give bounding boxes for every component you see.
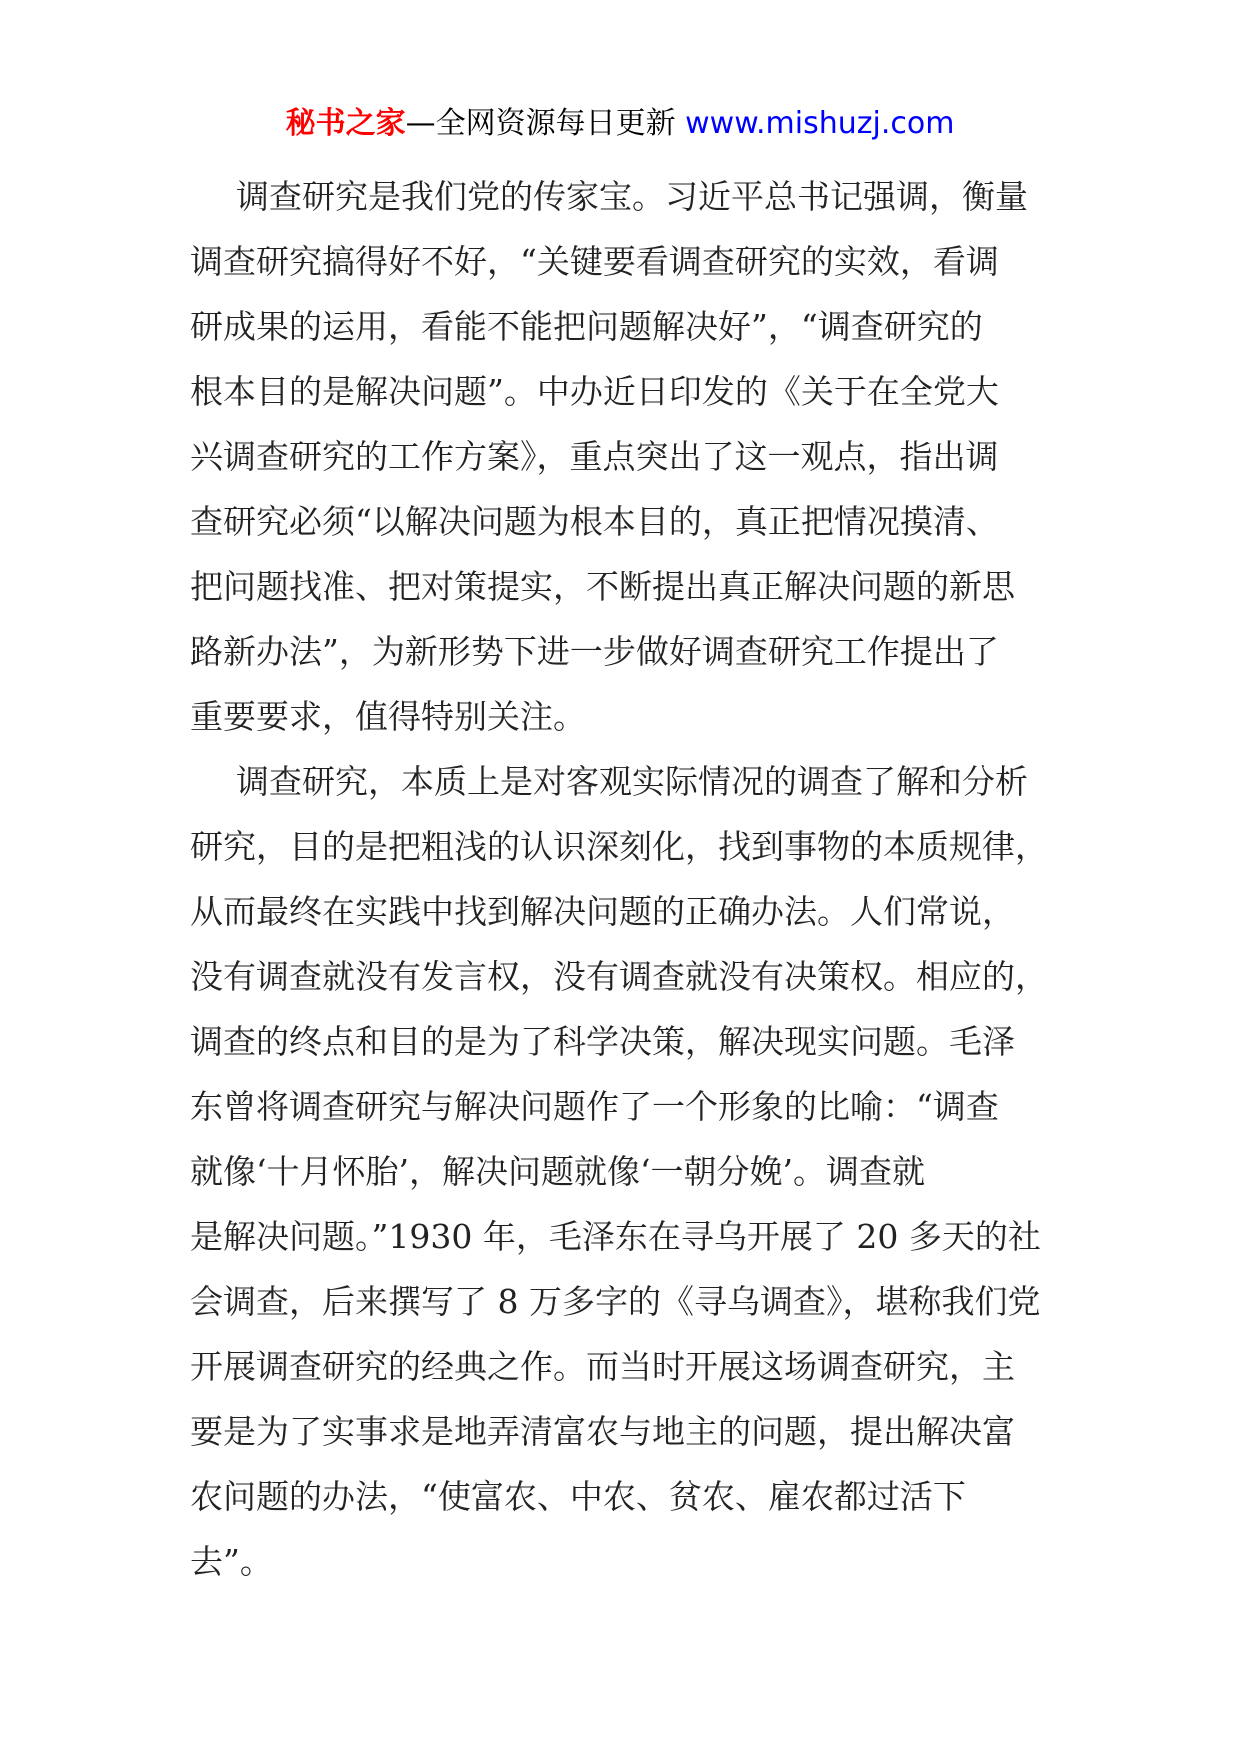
text-line: 调查的终点和目的是为了科学决策，解决现实问题。毛泽 xyxy=(190,1022,1015,1061)
text-line: 研究，目的是把粗浅的认识深刻化，找到事物的本质规律， xyxy=(190,827,1048,866)
text-line: 路新办法”，为新形势下进一步做好调查研究工作提出了 xyxy=(190,632,999,671)
text-line: 东曾将调查研究与解决问题作了一个形象的比喻：“调查 xyxy=(190,1087,999,1126)
text-line: 会调查，后来撰写了 8 万多字的《寻乌调查》，堪称我们党 xyxy=(190,1282,1041,1321)
text-line: 根本目的是解决问题”。中办近日印发的《关于在全党大 xyxy=(190,372,999,411)
text-line: 没有调查就没有发言权，没有调查就没有决策权。相应的， xyxy=(190,957,1048,996)
header-tagline: —全网资源每日更新 xyxy=(405,106,676,141)
paragraph-1 xyxy=(190,164,1070,749)
website-link[interactable]: www.mishuzj.com xyxy=(685,106,955,141)
text-line: 调查研究，本质上是对客观实际情况的调查了解和分析 xyxy=(236,762,1028,801)
text-line: 查研究必须“以解决问题为根本目的，真正把情况摸清、 xyxy=(190,502,999,541)
site-header xyxy=(0,102,1240,146)
text-line: 开展调查研究的经典之作。而当时开展这场调查研究，主 xyxy=(190,1347,1015,1386)
text-line: 调查研究是我们党的传家宝。习近平总书记强调，衡量 xyxy=(236,177,1028,216)
article-body xyxy=(190,164,1070,1594)
text-line: 农问题的办法，“使富农、中农、贫农、雇农都过活下 xyxy=(190,1477,966,1516)
text-line: 兴调查研究的工作方案》，重点突出了这一观点，指出调 xyxy=(190,437,999,476)
text-line: 研成果的运用，看能不能把问题解决好”，“调查研究的 xyxy=(190,307,983,346)
text-line: 去”。 xyxy=(190,1542,273,1581)
text-line: 就像‘十月怀胎’，解决问题就像‘一朝分娩’。调查就 xyxy=(190,1152,925,1191)
paragraph-2 xyxy=(190,749,1070,1594)
text-line: 要是为了实事求是地弄清富农与地主的问题，提出解决富 xyxy=(190,1412,1015,1451)
text-line: 是解决问题。”1930 年，毛泽东在寻乌开展了 20 多天的社 xyxy=(190,1217,1041,1256)
text-line: 把问题找准、把对策提实，不断提出真正解决问题的新思 xyxy=(190,567,1015,606)
text-line: 重要要求，值得特别关注。 xyxy=(190,697,586,736)
text-line: 从而最终在实践中找到解决问题的正确办法。人们常说， xyxy=(190,892,1015,931)
brand-name: 秘书之家 xyxy=(285,106,406,141)
text-line: 调查研究搞得好不好，“关键要看调查研究的实效，看调 xyxy=(190,242,999,281)
